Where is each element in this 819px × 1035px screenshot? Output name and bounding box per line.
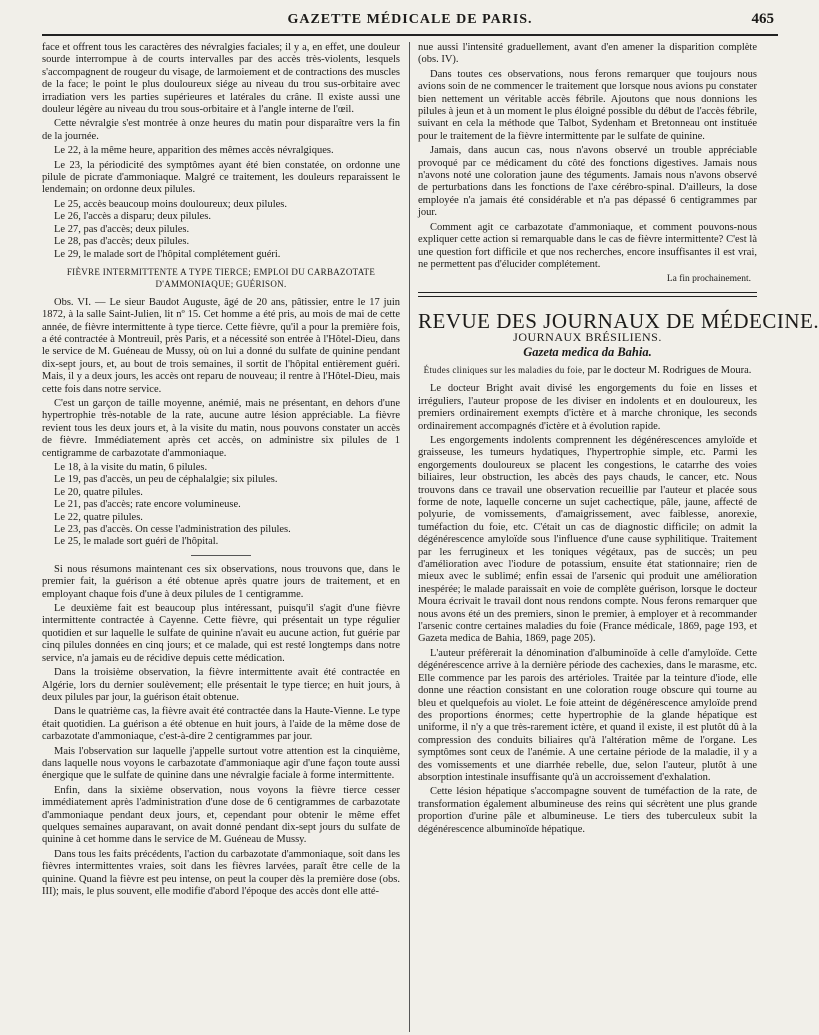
observation-text: — Le sieur Baudot Auguste, âgé de 20 ans, pâtissier, entre le 17 juin 1872, à la salle Saint-Julien, lit nº 15. Cet homme a été pris, au mois de mai de cette année, de fièvre intermittente à type tierce. Cette fièvre, qu'il a pour la première fois, a été contractée à Montreuil, près Paris, et a nécessité son entrée à l'Hôtel-Dieu, dans le service de M. Guéneau de Mussy, où on lui a donné du sulfate de quinine pendant dix-sept jours, et, au bout de trois semaines, il sortit de l'hôpital entièrement guéri. Mais, il y a deux jours, les accès ont reparu de nouveau; il rentre à l'Hôtel-Dieu, mais cette fois dans notre service. bbox=[42, 296, 401, 395]
page-number: 465 bbox=[751, 11, 774, 27]
list-item: Le 19, pas d'accès, un peu de céphalalgie; six pilules. bbox=[54, 474, 278, 486]
paragraph: Mais l'observation sur laquelle j'appelle surtout votre attention est la cinquième, dans laquelle nous voyons le carbazotate d'ammoniaque agir d'une façon toute aussi énergique que le sulfate de quinine dans une névralgie faciale à forme intermittente. bbox=[42, 745, 400, 782]
journal-title: GAZETTE MÉDICALE DE PARIS. bbox=[287, 12, 533, 27]
paragraph: Cette lésion hépatique s'accompagne souvent de tuméfaction de la rate, de transformation également albumineuse des reins qui sécrètent une plus grande proportion d'urine pâle et albumineuse. Le tiers des tuberculeux subit la dégénérescence albuminoïde hépatique. bbox=[418, 786, 757, 835]
list-item: Le 21, pas d'accès; rate encore volumineuse. bbox=[54, 499, 241, 511]
journal-name: Gazeta medica da Bahia. bbox=[523, 344, 652, 359]
page-header bbox=[42, 8, 778, 36]
article-author: par le docteur M. Rodrigues de Moura. bbox=[587, 364, 752, 376]
paragraph: face et offrent tous les caractères des névralgies faciales; il y a, en effet, une douleur sourde interrompue à de courts intervalles par des accès très-violents, lesquels s'accompagnent de rougeur du visage, de larmoiement et de contractions des muscles de la face; le point le plus douloureux siége au niveau du trou sus-orbitaire avec irradiation vers les parties supérieures et latérales du crâne. Il existe aussi une douleur légère au niveau du trou sous-orbitaire et à l'angle interne de l'œil. bbox=[42, 42, 400, 116]
left-column bbox=[42, 42, 400, 1032]
list-item: Le 25, accès beaucoup moins douloureux; deux pilules. bbox=[54, 198, 287, 210]
list-item: Le 29, le malade sort de l'hôpital complétement guéri. bbox=[54, 248, 281, 260]
daily-notes-list bbox=[42, 199, 400, 261]
list-item: Le 25, le malade sort guéri de l'hôpital. bbox=[54, 536, 219, 548]
list-item: Le 28, pas d'accès; deux pilules. bbox=[54, 236, 190, 248]
continuation-note: La fin prochainement. bbox=[666, 274, 751, 285]
paragraph: Les engorgements indolents comprennent les dégénérescences amyloïde et graisseuse, les tumeurs hydatiques, l'hypertrophie simple, etc. Parmi les engorgements douloureux se placent les congestions, le catarrhe des voies biliaires, leur obstruction, les abcès des pays chauds, le cancer, etc. Nous trouvons dans ce travail une observation recueillie par l'auteur et placée sous forme de note, laquelle concerne un sujet cachectique, pâle, jaune, affecté de polyurie, de vomissements, d'amaigrissement, avec faiblesse, anorexie, tuméfaction du foie, etc. C'était un cas de diagnostic difficile; on admit la dégénérescence amyloïde sous l'influence d'une cause syphilitique. Traitement par les ferrugineux et les toniques végétaux, pas de succès; un peu d'amélioration avec l'iodure de potassium, ensuite état stationnaire; rien de mieux avec le sublimé; enfin essai de l'arsenic qui produit une amélioration inespérée; le malade paraissait en voie de complète guérison, lorsque le docteur Moura écrivait le travail dont nous rendons compte. Nous ferons remarquer que nous avons été un des premiers, sinon le premier, à employer et à recommander l'arsenic contre certaines maladies du foie (France médicale, 1869, page 193, et Gazeta medica de Bahia, 1869, page 205). bbox=[418, 434, 757, 645]
list-item: Le 18, à la visite du matin, 6 pilules. bbox=[54, 462, 208, 473]
paragraph: Le docteur Bright avait divisé les engorgements du foie en lisses et irréguliers, l'auteur propose de les diviser en indolents et en douloureux, les premiers ordinairement exempts d'ictère et à marche chronique, les seconds ordinairement accompagnés d'ictère et à évolution rapide. bbox=[418, 383, 757, 432]
paragraph: Dans la troisième observation, la fièvre intermittente avait été contractée en Algérie, lors du dernier soulèvement; elle présentait le type tierce; en huit jours, à deux pilules par jour, la guérison était obtenue. bbox=[42, 667, 400, 703]
section-subtitle: JOURNAUX BRÉSILIENS. bbox=[513, 330, 662, 345]
paragraph: L'auteur préfèrerait la dénomination d'albuminoïde à celle d'amyloïde. Cette dégénérescence arrive à la dernière période des cachexies, dans le marasme, etc. Elle commence par les parois des artérioles. Traitée par la teinture d'iode, elle donne une réaction consistant en une coloration rouge obscure qui tourne au bleu et quelquefois au violet. Le foie atteint de dégénérescence amyloïde prend des proportions énormes; cette hypertrophie de la glande hépatique est uniforme, il n'y a que très-rarement ictère, et quand il existe, il est plutôt dû à la compression des conduits biliaires qu'à l'altération même de l'organe. Les symptômes sont ceux de l'anémie. A une certaine période de la maladie, il y a des vomissements et une diarrhée rebelle, due, selon l'auteur, plutôt à une absorption intestinale insuffisante qu'à un accroissement d'exhalation. bbox=[418, 647, 757, 783]
daily-notes-list bbox=[42, 462, 400, 549]
list-item: Le 23, pas d'accès. On cesse l'administration des pilules. bbox=[54, 524, 291, 536]
paragraph: Dans tous les faits précédents, l'action du carbazotate d'ammoniaque, soit dans les fièvres intermittentes vraies, soit dans les fièvres larvées, paraît être celle de la quinine. Quand la fièvre est peu intense, on peut la couper dès la première dose (obs. III); mais, le plus souvent, elle modifie d'abord l'époque des accès dont elle atté- bbox=[42, 848, 400, 897]
list-item: Le 26, l'accès a disparu; deux pilules. bbox=[54, 211, 212, 223]
paragraph: Enfin, dans la sixième observation, nous voyons la fièvre tierce cesser immédiatement après l'administration d'une dose de 6 centigrammes de carbazotate d'ammoniaque pendant deux jours, et, cependant pour obtenir le même effet quelques semaines auparavant, on avait donné pendant dix-sept jours du sulfate de quinine à cet homme dans le service de M. Guéneau de Mussy. bbox=[42, 784, 400, 846]
column-divider bbox=[409, 42, 410, 1032]
paragraph: C'est un garçon de taille moyenne, anémié, mais ne présentant, en dehors d'une hypertrophie très-notable de la rate, aucune autre lésion appréciable. La fièvre revient tous les deux jours et, à la visite du matin, nous pouvons constater un accès de fièvre. Immédiatement après cet accès, on administre six pilules de 1 centigramme de carbazotate d'ammoniaque. bbox=[42, 397, 400, 459]
paragraph: Comment agit ce carbazotate d'ammoniaque, et comment pouvons-nous expliquer cette action si remarquable dans le cas de fièvre intermittente? C'est là une question fort difficile et que nos recherches, encore insuffisantes il est vrai, ne permettent pas d'élucider complétement. bbox=[418, 221, 757, 270]
section-divider bbox=[418, 292, 757, 297]
section-heading: FIÈVRE INTERMITTENTE A TYPE TIERCE; EMPLOI DU CARBAZOTATE D'AMMONIAQUE; GUÉRISON. bbox=[66, 266, 376, 290]
article-title: Études cliniques sur les maladies du foie, bbox=[423, 364, 585, 375]
paragraph: Le deuxième fait est beaucoup plus intéressant, puisqu'il s'agit d'une fièvre intermittente contractée à Cayenne. Cette fièvre, qui présentait un type régulier quotidien et sur laquelle le sulfate de quinine n'avait eu aucune action, fut guérie par cinq pilules données en cinq jours; et ce malade, qui est resté longtemps dans notre service, n'a jamais eu de récidive depuis cette médication. bbox=[42, 603, 400, 664]
article-heading bbox=[418, 364, 757, 377]
text-columns bbox=[42, 42, 819, 1032]
list-item: Le 22, quatre pilules. bbox=[54, 511, 143, 523]
list-item: Le 20, quatre pilules. bbox=[54, 486, 143, 498]
right-column bbox=[418, 42, 819, 1032]
paragraph: Cette névralgie s'est montrée à onze heures du matin pour disparaître vers la fin de la journée. bbox=[42, 118, 400, 142]
section-title: REVUE DES JOURNAUX DE MÉDECINE. bbox=[418, 308, 819, 333]
paragraph: Dans toutes ces observations, nous ferons remarquer que toujours nous avions soin de ne commencer le traitement que lorsque nous avions pu constater bien nettement un véritable accès fébrile. Ajoutons que nous donnions les pilules à jeun et à un moment le plus éloigné possible du début de l'accès fébrile, suivant en cela la méthode que Talbot, Sydenham et Bretonneau ont instituée pour le traitement de la fièvre intermittente par le sulfate de quinine. bbox=[418, 68, 757, 142]
separator bbox=[191, 555, 251, 556]
observation-paragraph bbox=[42, 297, 400, 396]
paragraph: Le 22, à la même heure, apparition des mêmes accès névralgiques. bbox=[54, 145, 334, 157]
paragraph: Jamais, dans aucun cas, nous n'avons observé un trouble appréciable provoqué par ce médicament du côté des fonctions digestives. Jamais nous n'avons noté une coloration jaune des téguments. Jamais nous n'avons observé de perturbations dans les fonctions de l'axe cérébro-spinal. D'ailleurs, la dose employée n'a jamais été considérable et n'a pas dépassé 6 centigrammes par jour. bbox=[418, 145, 757, 219]
paragraph: nue aussi l'intensité graduellement, avant d'en amener la disparition complète (obs. IV). bbox=[418, 42, 757, 66]
paragraph: Le 23, la périodicité des symptômes ayant été bien constatée, on ordonne une pilule de picrate d'ammoniaque. Malgré ce traitement, les douleurs reparaissent le lendemain; on ordonne deux pilules. bbox=[42, 159, 400, 196]
paragraph: Si nous résumons maintenant ces six observations, nous trouvons que, dans le premier fait, la guérison a été obtenue après quatre jours de traitement, et en employant chaque fois d'une à deux pilules de 1 centigramme. bbox=[42, 563, 400, 600]
paragraph: Dans le quatrième cas, la fièvre avait été contractée dans la Haute-Vienne. Le type était quotidien. La guérison a été obtenue en huit jours, à l'aide de la même dose de carbazotate d'ammoniaque, c'est-à-dire 2 centigrammes par jour. bbox=[42, 706, 400, 743]
list-item: Le 27, pas d'accès; deux pilules. bbox=[54, 223, 190, 235]
observation-label: Obs. VI. bbox=[54, 296, 92, 308]
